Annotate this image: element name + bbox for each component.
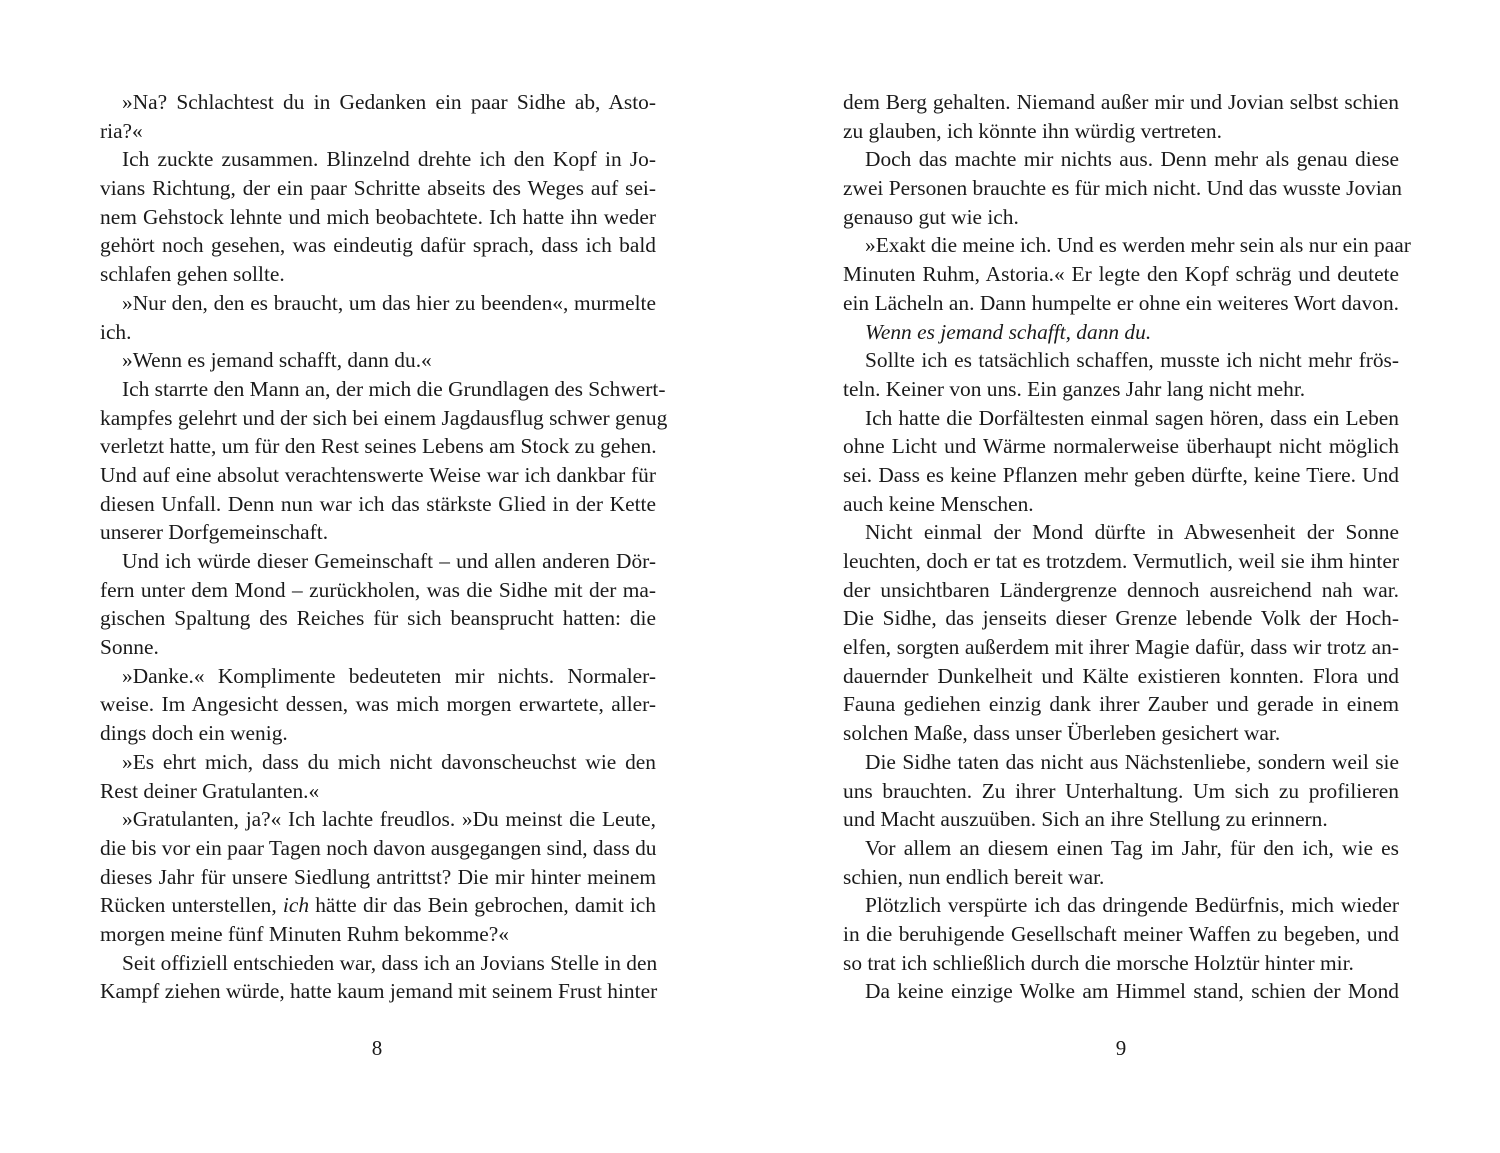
text-line: Rücken unterstellen, ich hätte dir das Bein gebrochen, damit ich xyxy=(100,893,656,918)
text-line: Ich starrte den Mann an, der mich die Grundlagen des Schwert- xyxy=(122,376,666,401)
text-line: schlafen gehen sollte. xyxy=(100,262,285,287)
text-line: die bis vor ein paar Tagen noch davon ausgegangen sind, dass du xyxy=(100,835,657,860)
text-line: Wenn es jemand schafft, dann du. xyxy=(865,319,1152,344)
text-line: Und ich würde dieser Gemeinschaft – und allen anderen Dör- xyxy=(122,549,656,573)
left-page-body xyxy=(100,88,668,1006)
text-line: »Es ehrt mich, dass du mich nicht davonscheuchst wie den xyxy=(122,749,656,774)
text-line: dings doch ein wenig. xyxy=(100,721,288,746)
text-line: elfen, sorgten außerdem mit ihrer Magie dafür, dass wir trotz an- xyxy=(843,635,1399,660)
text-line: vians Richtung, der ein paar Schritte abseits des Weges auf sei- xyxy=(100,176,656,201)
right-page-body xyxy=(843,88,1411,1006)
text-line: Plötzlich verspürte ich das dringende Bedürfnis, mich wieder xyxy=(865,893,1399,918)
text-line: zu glauben, ich könnte ihn würdig vertreten. xyxy=(843,118,1222,143)
text-line: genauso gut wie ich. xyxy=(843,204,1019,229)
text-line: Rest deiner Gratulanten.« xyxy=(100,778,320,803)
text-line: teln. Keiner von uns. Ein ganzes Jahr lang nicht mehr. xyxy=(843,376,1306,401)
text-line: Sollte ich es tatsächlich schaffen, musste ich nicht mehr frös- xyxy=(865,348,1399,373)
text-line: Die Sidhe taten das nicht aus Nächstenliebe, sondern weil sie xyxy=(865,749,1399,774)
text-line: Die Sidhe, das jenseits dieser Grenze lebende Volk der Hoch- xyxy=(843,606,1399,631)
text-line: ria?« xyxy=(100,118,143,143)
left-page-number: 8 xyxy=(371,1036,383,1060)
text-line: morgen meine fünf Minuten Ruhm bekomme?« xyxy=(100,921,509,946)
text-line: und Macht auszuüben. Sich an ihre Stellung zu erinnern. xyxy=(843,807,1328,832)
text-line: kampfes gelehrt und der sich bei einem Jagdausflug schwer genug xyxy=(100,405,668,430)
text-line: ohne Licht und Wärme normalerweise überhaupt nicht möglich xyxy=(843,434,1399,459)
text-line: diesen Unfall. Denn nun war ich das stärkste Glied in der Kette xyxy=(100,491,656,516)
text-line: »Gratulanten, ja?« Ich lachte freudlos. »Du meinst die Leute, xyxy=(122,807,656,832)
text-line: Nicht einmal der Mond dürfte in Abwesenheit der Sonne xyxy=(865,520,1399,545)
text-line: Ich hatte die Dorfältesten einmal sagen hören, dass ein Leben xyxy=(865,405,1399,430)
text-line: weise. Im Angesicht dessen, was mich morgen erwartete, aller- xyxy=(100,692,656,717)
text-line: Fauna gediehen einzig dank ihrer Zauber und gerade in einem xyxy=(843,692,1399,717)
text-line: in die beruhigende Gesellschaft meiner Waffen zu begeben, und xyxy=(843,921,1399,946)
text-line: dieses Jahr für unsere Siedlung antrittst? Die mir hinter meinem xyxy=(100,864,656,889)
text-line: der unsichtbaren Ländergrenze dennoch ausreichend nah war. xyxy=(843,577,1399,602)
text-line: schien, nun endlich bereit war. xyxy=(843,864,1105,889)
text-line: Da keine einzige Wolke am Himmel stand, schien der Mond xyxy=(865,979,1399,1004)
right-page-number: 9 xyxy=(1115,1036,1127,1060)
text-line: sei. Dass es keine Pflanzen mehr geben dürfte, keine Tiere. Und xyxy=(843,462,1399,487)
text-line: Ich zuckte zusammen. Blinzelnd drehte ich den Kopf in Jo- xyxy=(122,147,656,172)
text-line: »Wenn es jemand schafft, dann du.« xyxy=(122,348,432,373)
text-line: »Na? Schlachtest du in Gedanken ein paar Sidhe ab, Asto- xyxy=(122,90,656,114)
text-line: uns brauchten. Zu ihrer Unterhaltung. Um sich zu profilieren xyxy=(843,778,1399,803)
text-line: unserer Dorfgemeinschaft. xyxy=(100,520,329,545)
text-line: verletzt hatte, um für den Rest seines Lebens am Stock zu gehen. xyxy=(100,434,657,459)
text-line: zwei Personen brauchte es für mich nicht. Und das wusste Jovian xyxy=(843,176,1402,201)
text-line: dem Berg gehalten. Niemand außer mir und Jovian selbst schien xyxy=(843,90,1399,114)
text-line: gehört noch gesehen, was eindeutig dafür sprach, dass ich bald xyxy=(100,233,656,258)
emphasis: ich xyxy=(282,893,310,918)
text-line: Minuten Ruhm, Astoria.« Er legte den Kopf schräg und deutete xyxy=(843,262,1399,287)
text-line: nem Gehstock lehnte und mich beobachtete. Ich hatte ihn weder xyxy=(100,204,656,229)
text-line: Doch das machte mir nichts aus. Denn mehr als genau diese xyxy=(865,147,1399,172)
text-line: solchen Maße, dass unser Überleben gesichert war. xyxy=(843,721,1281,746)
text-line: »Danke.« Komplimente bedeuteten mir nichts. Normaler- xyxy=(122,663,656,688)
text-line: Sonne. xyxy=(100,635,159,660)
text-line: so trat ich schließlich durch die morsche Holztür hinter mir. xyxy=(843,950,1354,975)
text-line: auch keine Menschen. xyxy=(843,491,1034,516)
text-line: Und auf eine absolut verachtenswerte Weise war ich dankbar für xyxy=(100,462,656,487)
text-line: Vor allem an diesem einen Tag im Jahr, für den ich, wie es xyxy=(865,835,1399,860)
text-line: Kampf ziehen würde, hatte kaum jemand mit seinem Frust hinter xyxy=(100,979,658,1004)
text-line: leuchten, doch er tat es trotzdem. Vermutlich, weil sie ihm hinter xyxy=(843,549,1399,573)
text-line: »Exakt die meine ich. Und es werden mehr sein als nur ein paar xyxy=(865,233,1411,258)
text-line: dauernder Dunkelheit und Kälte existieren konnten. Flora und xyxy=(843,663,1399,688)
text-line: ich. xyxy=(100,319,132,344)
text-line: fern unter dem Mond – zurückholen, was die Sidhe mit der ma- xyxy=(100,577,656,602)
text-line: ein Lächeln an. Dann humpelte er ohne ein weiteres Wort davon. xyxy=(843,290,1399,315)
text-line: gischen Spaltung des Reiches für sich beansprucht hatten: die xyxy=(100,606,656,631)
text-line: »Nur den, den es braucht, um das hier zu beenden«, murmelte xyxy=(122,290,656,315)
text-line: Seit offiziell entschieden war, dass ich an Jovians Stelle in den xyxy=(122,950,658,975)
